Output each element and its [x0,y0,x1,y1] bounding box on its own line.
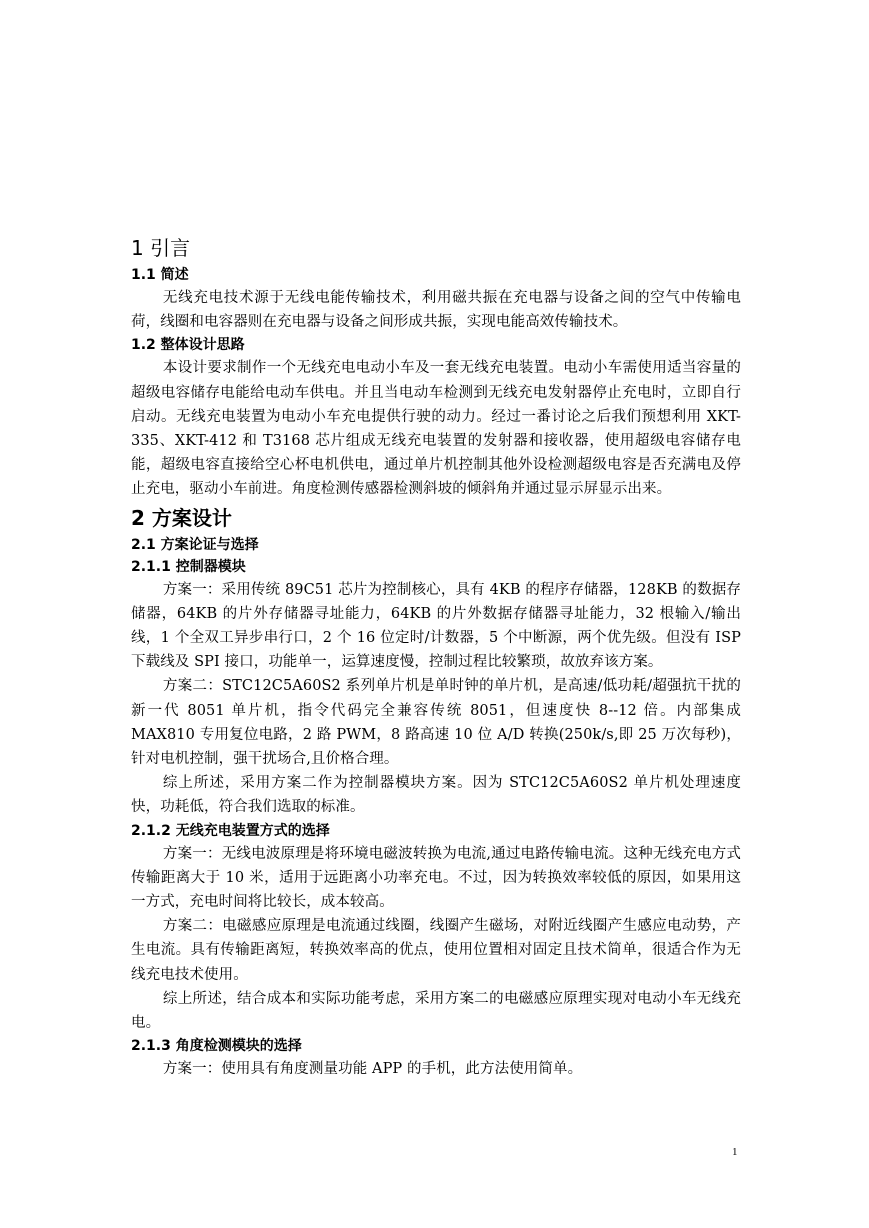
page-number: 1 [732,1146,738,1158]
paragraph-design-idea: 本设计要求制作一个无线充电电动小车及一套无线充电装置。电动小车需使用适当容量的超级电容储存电能给电动车供电。并且当电动车检测到无线充电发射器停止充电时，立即自行启动。无线充电装置为电动小车充电提供行驶的动力。经过一番讨论之后我们预想利用 XKT-335、XKT-412 和 T3168 芯片组成无线充电装置的发射器和接收器，使用超级电容储存电能，超级电容直接给空心杯电机供电，通过单片机控制其他外设检测超级电容是否充满电及停止充电，驱动小车前进。角度检测传感器检测斜坡的倾斜角并通过显示屏显示出来。 [131,360,741,498]
paragraph-controller-plan-1: 方案一：采用传统 89C51 芯片为控制核心，具有 4KB 的程序存储器，128KB 的数据存储器，64KB 的片外存储器寻址能力，64KB 的片外数据存储器寻址能力，32 根输入/输出线，1 个全双工异步串行口，2 个 16 位定时/计数器，5 个中断源，两个优先级。但没有 ISP 下载线及 SPI 接口，功能单一，运算速度慢，控制过程比较繁琐，故放弃该方案。 [131,581,741,671]
heading-angle-detection: 2.1.3 角度检测模块的选择 [131,1038,302,1055]
paragraph-charging-summary: 综上所述，结合成本和实际功能考虑，采用方案二的电磁感应原理实现对电动小车无线充电。 [131,990,741,1032]
paragraph-charging-plan-1: 方案一：无线电波原理是将环境电磁波转换为电流,通过电路传输电流。这种无线充电方式传输距离大于 10 米，适用于远距离小功率充电。不过，因为转换效率较低的原因，如果用这一方式，充电时间将比较长，成本较高。 [131,845,741,911]
paragraph-overview: 无线充电技术源于无线电能传输技术，利用磁共振在充电器与设备之间的空气中传输电荷，线圈和电容器则在充电器与设备之间形成共振，实现电能高效传输技术。 [131,290,741,331]
heading-scheme-selection: 2.1 方案论证与选择 [131,536,259,553]
paragraph-controller-summary: 综上所述，采用方案二作为控制器模块方案。因为 STC12C5A60S2 单片机处理速度快，功耗低，符合我们选取的标准。 [131,775,741,816]
paragraph-charging-plan-2: 方案二：电磁感应原理是电流通过线圈，线圈产生磁场，对附近线圈产生感应电动势，产生电流。具有传输距离短，转换效率高的优点，使用位置相对固定且技术简单，很适合作为无线充电技术使用。 [131,918,741,983]
paragraph-angle-plan-1: 方案一：使用具有角度测量功能 APP 的手机，此方法使用简单。 [162,1061,583,1078]
heading-overview: 1.1 简述 [131,267,189,283]
heading-wireless-charging-method: 2.1.2 无线充电装置方式的选择 [131,822,330,839]
heading-scheme-design: 2 方案设计 [131,505,232,530]
document-body [131,232,741,1081]
heading-design-idea: 1.2 整体设计思路 [131,337,245,354]
heading-controller-module: 2.1.1 控制器模块 [131,558,246,575]
heading-introduction: 1 引言 [131,236,191,260]
paragraph-controller-plan-2: 方案二：STC12C5A60S2 系列单片机是单时钟的单片机，是高速/低功耗/超强抗干扰的新一代 8051 单片机，指令代码完全兼容传统 8051，但速度快 8--12 倍。内部集成 MAX810 专用复位电路，2 路 PWM，8 路高速 10 位 A/D 转换(250k/s,即 25 万次每秒)，针对电机控制，强干扰场合,且价格合理。 [131,678,741,768]
